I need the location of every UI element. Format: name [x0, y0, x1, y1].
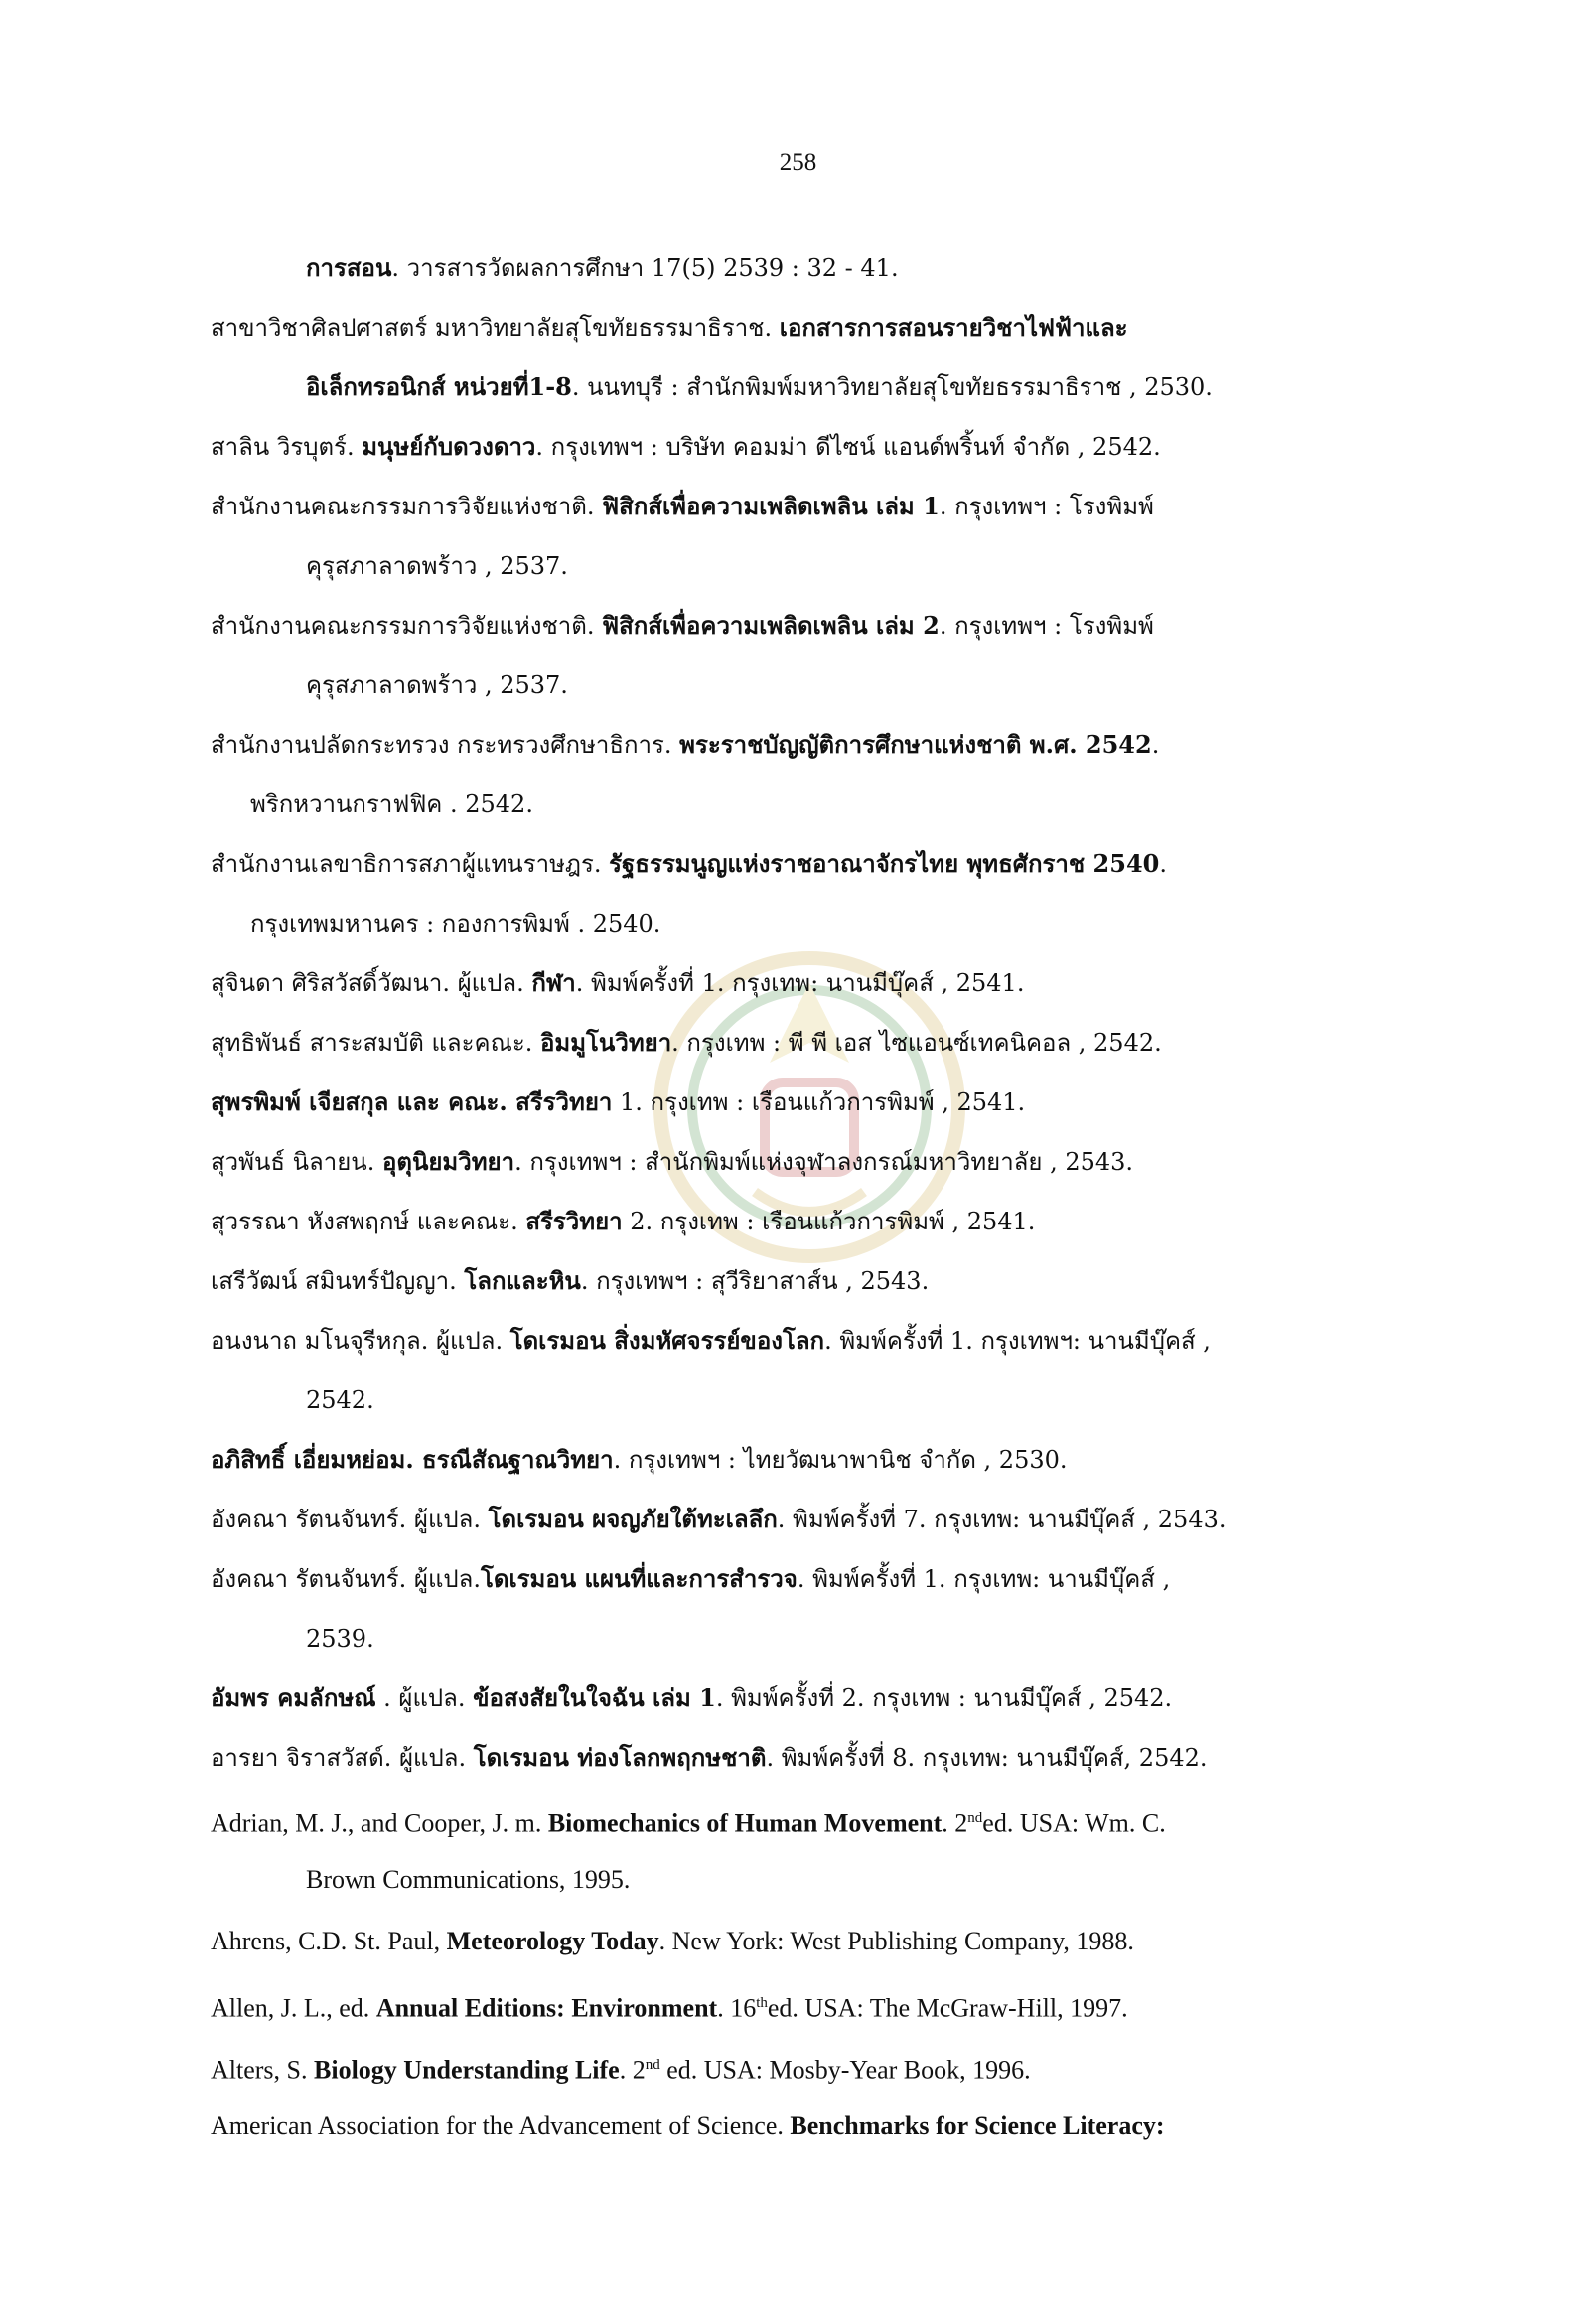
reference-title: สุพรพิมพ์ เจียสกุล และ คณะ. สรีรวิทยา [211, 1087, 613, 1116]
reference-text: พริกหวานกราฟฟิค . 2542. [250, 791, 533, 818]
reference-line [211, 1668, 1422, 1728]
reference-title: Biology Understanding Life [314, 2055, 620, 2085]
reference-text: สุวพันธ์ นิลายน. [211, 1148, 382, 1176]
reference-title: อิมมูโนวิทยา [539, 1028, 672, 1057]
reference-line [211, 1132, 1422, 1192]
reference-text: . พิมพ์ครั้งที่ 1. กรุงเทพ: นานมีบุ๊คส์ , [797, 1565, 1171, 1593]
reference-title: พระราชบัญญัติการศึกษาแห่งชาติ พ.ศ. 2542 [679, 730, 1152, 759]
reference-text: American Association for the Advancement of Science. [211, 2111, 791, 2140]
reference-text: . กรุงเทพฯ : สำนักพิมพ์แห่งจุฬาลงกรณ์มหาวิทยาลัย , 2543. [514, 1148, 1134, 1176]
superscript: th [756, 1995, 768, 2011]
reference-text: สำนักงานคณะกรรมการวิจัยแห่งชาติ. [211, 493, 603, 520]
reference-title: Annual Editions: Environment [375, 1993, 718, 2023]
reference-title: Meteorology Today [446, 1927, 659, 1955]
reference-line [211, 536, 1422, 596]
reference-line [211, 894, 1422, 953]
reference-line [211, 1370, 1422, 1430]
reference-line [211, 775, 1422, 834]
reference-title: รัฐธรรมนูญแห่งราชอาณาจักรไทย พุทธศักราช 2540 [609, 849, 1160, 878]
reference-line [211, 1972, 1422, 2034]
reference-title: เอกสารการสอนรายวิชาไฟฟ้าและ [779, 313, 1128, 342]
reference-text: Ahrens, C.D. St. Paul, [211, 1927, 447, 1955]
reference-text: อังคณา รัตนจันทร์. ผู้แปล. [211, 1565, 481, 1593]
reference-line [211, 417, 1422, 477]
reference-title: มนุษย์กับดวงดาว [362, 432, 536, 461]
reference-title: อัมพร คมลักษณ์ [211, 1683, 376, 1712]
reference-text: ed. USA: Mosby-Year Book, 1996. [659, 2055, 1031, 2085]
reference-title: โดเรมอน แผนที่และการสำรวจ [480, 1564, 798, 1593]
reference-text: . กรุงเทพ : พี พี เอส ไซแอนซ์เทคนิคอล , 2542. [671, 1029, 1162, 1057]
reference-title: การสอน [306, 253, 392, 282]
reference-text: . 2 [942, 1808, 968, 1838]
reference-text: สุทธิพันธ์ สาระสมบัติ และคณะ. [211, 1029, 540, 1057]
reference-text: คุรุสภาลาดพร้าว , 2537. [306, 671, 568, 699]
reference-text: คุรุสภาลาดพร้าว , 2537. [306, 552, 568, 580]
reference-line [211, 1609, 1422, 1668]
reference-text: . กรุงเทพฯ : ไทยวัฒนาพานิช จำกัด , 2530. [613, 1446, 1068, 1474]
reference-text: 2542. [306, 1386, 374, 1414]
reference-text: 2539. [306, 1625, 374, 1653]
reference-line [211, 1490, 1422, 1549]
reference-text: . กรุงเทพฯ : โรงพิมพ์ [939, 612, 1154, 640]
reference-text: สุจินดา ศิริสวัสดิ์วัฒนา. ผู้แปล. [211, 969, 532, 997]
reference-line [211, 834, 1422, 894]
reference-text: . 16 [717, 1993, 757, 2023]
reference-line [211, 358, 1422, 417]
reference-line [211, 596, 1422, 655]
reference-text: . ผู้แปล. [375, 1684, 474, 1712]
reference-text: สำนักงานปลัดกระทรวง กระทรวงศึกษาธิการ. [211, 731, 680, 759]
reference-title: โลกและหิน [464, 1266, 581, 1295]
reference-line [211, 298, 1422, 358]
reference-line [211, 1430, 1422, 1490]
reference-text: เสรีวัฒน์ สมินทร์ปัญญา. [211, 1267, 465, 1295]
reference-text: สาขาวิชาศิลปศาสตร์ มหาวิทยาลัยสุโขทัยธรรมาธิราช. [211, 314, 780, 342]
page-number: 258 [779, 149, 817, 176]
reference-title: สรีรวิทยา [525, 1207, 623, 1235]
reference-text: สำนักงานเลขาธิการสภาผู้แทนราษฎร. [211, 850, 610, 878]
reference-text: Brown Communications, 1995. [306, 1865, 631, 1894]
reference-line [211, 1549, 1422, 1609]
reference-text: 1. กรุงเทพ : เรือนแก้วการพิมพ์ , 2541. [612, 1088, 1026, 1116]
reference-line [211, 2095, 1422, 2157]
reference-line [211, 1788, 1422, 1849]
reference-line [211, 2034, 1422, 2095]
reference-text: . New York: West Publishing Company, 1988. [658, 1927, 1134, 1955]
reference-title: Benchmarks for Science Literacy: [790, 2111, 1165, 2140]
reference-line [211, 655, 1422, 715]
reference-line [211, 1728, 1422, 1788]
reference-list [211, 238, 1422, 2157]
reference-line [211, 1849, 1422, 1911]
reference-text: . [1159, 850, 1167, 878]
reference-text: . พิมพ์ครั้งที่ 8. กรุงเทพ: นานมีบุ๊คส์, 2542. [766, 1744, 1208, 1772]
reference-line [211, 1073, 1422, 1132]
reference-text: สำนักงานคณะกรรมการวิจัยแห่งชาติ. [211, 612, 603, 640]
reference-line [211, 238, 1422, 298]
reference-text: . 2 [619, 2055, 646, 2085]
reference-title: ข้อสงสัยในใจฉัน เล่ม 1 [473, 1683, 716, 1712]
superscript: nd [967, 1810, 983, 1826]
reference-text: อารยา จิราสวัสด์. ผู้แปล. [211, 1744, 474, 1772]
reference-title: โดเรมอน ผจญภัยใต้ทะเลลึก [488, 1505, 778, 1533]
reference-title: ฟิสิกส์เพื่อความเพลิดเพลิน เล่ม 2 [602, 611, 940, 640]
reference-text: . พิมพ์ครั้งที่ 2. กรุงเทพ : นานมีบุ๊คส์ , 2542. [715, 1684, 1173, 1712]
reference-line [211, 715, 1422, 775]
reference-text: ed. USA: Wm. C. [982, 1808, 1166, 1838]
reference-title: Biomechanics of Human Movement [547, 1808, 943, 1838]
reference-text: สุวรรณา หังสพฤกษ์ และคณะ. [211, 1208, 526, 1235]
reference-text: . พิมพ์ครั้งที่ 1. กรุงเทพ: นานมีบุ๊คส์ , 2541. [575, 969, 1025, 997]
reference-text: Allen, J. L., ed. [211, 1993, 376, 2023]
reference-text: . พิมพ์ครั้งที่ 7. กรุงเทพ: นานมีบุ๊คส์ , 2543. [777, 1506, 1227, 1533]
reference-title: โดเรมอน สิ่งมหัศจรรย์ของโลก [509, 1326, 825, 1355]
reference-text: ed. USA: The McGraw-Hill, 1997. [767, 1993, 1128, 2023]
reference-text: สาลิน วิรบุตร์. [211, 433, 363, 461]
reference-text: Adrian, M. J., and Cooper, J. m. [211, 1808, 548, 1838]
reference-line [211, 1013, 1422, 1073]
reference-line [211, 1911, 1422, 1972]
reference-title: อุตุนิยมวิทยา [381, 1147, 515, 1176]
reference-line [211, 1311, 1422, 1370]
reference-text: . พิมพ์ครั้งที่ 1. กรุงเทพฯ: นานมีบุ๊คส์ , [824, 1327, 1211, 1355]
reference-title: กีฬา [531, 968, 576, 997]
reference-text: . นนทบุรี : สำนักพิมพ์มหาวิทยาลัยสุโขทัยธรรมาธิราช , 2530. [571, 373, 1213, 401]
reference-text: . กรุงเทพฯ : บริษัท คอมม่า ดีไซน์ แอนด์พริ้นท์ จำกัด , 2542. [535, 433, 1161, 461]
reference-title: โดเรมอน ท่องโลกพฤกษชาติ [473, 1743, 767, 1772]
reference-text: Alters, S. [211, 2055, 314, 2085]
reference-text: อนงนาถ มโนจุรีหกุล. ผู้แปล. [211, 1327, 510, 1355]
reference-title: อิเล็กทรอนิกส์ หน่วยที่1-8 [306, 372, 572, 401]
reference-title: อภิสิทธิ์ เอี่ยมหย่อม. ธรณีสัณฐาณวิทยา [211, 1445, 614, 1474]
reference-text: . กรุงเทพฯ : สุวีริยาสาส์น , 2543. [580, 1267, 930, 1295]
reference-title: ฟิสิกส์เพื่อความเพลิดเพลิน เล่ม 1 [602, 492, 940, 520]
reference-line [211, 477, 1422, 536]
reference-text: . วารสารวัดผลการศึกษา 17(5) 2539 : 32 - 41. [391, 254, 899, 282]
reference-text: กรุงเทพมหานคร : กองการพิมพ์ . 2540. [250, 910, 661, 937]
reference-text: อังคณา รัตนจันทร์. ผู้แปล. [211, 1506, 489, 1533]
reference-line [211, 953, 1422, 1013]
reference-text: . [1151, 731, 1160, 759]
superscript: nd [645, 2057, 660, 2073]
reference-text: . กรุงเทพฯ : โรงพิมพ์ [939, 493, 1154, 520]
reference-line [211, 1192, 1422, 1251]
reference-line [211, 1251, 1422, 1311]
reference-text: 2. กรุงเทพ : เรือนแก้วการพิมพ์ , 2541. [622, 1208, 1036, 1235]
